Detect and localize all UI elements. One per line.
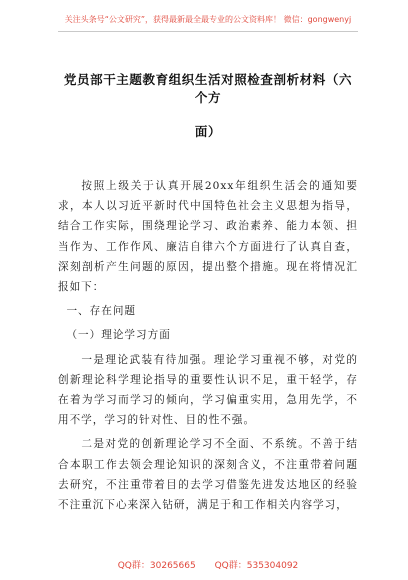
subsection-heading-theory: （一）理论学习方面	[66, 329, 171, 342]
document-title-line-2: 面）	[194, 124, 222, 139]
page-header-banner: 关注头条号“公文研究”，获得最新最全最专业的公文资料库！ 微信：gongwenyj	[58, 14, 358, 32]
footer-qq-group-2: QQ群：535304092	[214, 561, 299, 571]
paragraph-theory-1: 一是理论武装有待加强。理论学习重视不够，对党的创新理论科学理论指导的重要性认识不足，重干轻学，存在着为学习而学习的倾向，学习偏重实用，急用先学，不用不学，学习的针对性、目的性不强。	[58, 353, 358, 427]
footer-qq-group-1: QQ群：30265665	[117, 561, 196, 571]
page-footer	[58, 558, 358, 571]
document-body	[58, 176, 358, 519]
section-heading-problems: 一、存在问题	[66, 305, 137, 318]
intro-paragraph: 按照上级关于认真开展20xx年组织生活会的通知要求，本人以习近平新时代中国特色社会主义思想为指导，结合工作实际，围绕理论学习、政治素养、能力本领、担当作为、工作作风、廉洁自律六个方面进行了认真自查，深刻剖析产生问题的原因，提出整个措施。现在将情况汇报如下：	[58, 180, 358, 294]
document-title-line-1: 党员部干主题教育组织生活对照检查剖析材料（六个方	[63, 72, 353, 105]
paragraph-theory-2: 二是对党的创新理论学习不全面、不系统。不善于结合本职工作去领会理论知识的深刻含义，不注重带着问题去研究，不注重带着目的去学习借鉴先进发达地区的经验不注重沉下心来深入钻研，满足于和工作相关内容学习，	[58, 438, 358, 512]
